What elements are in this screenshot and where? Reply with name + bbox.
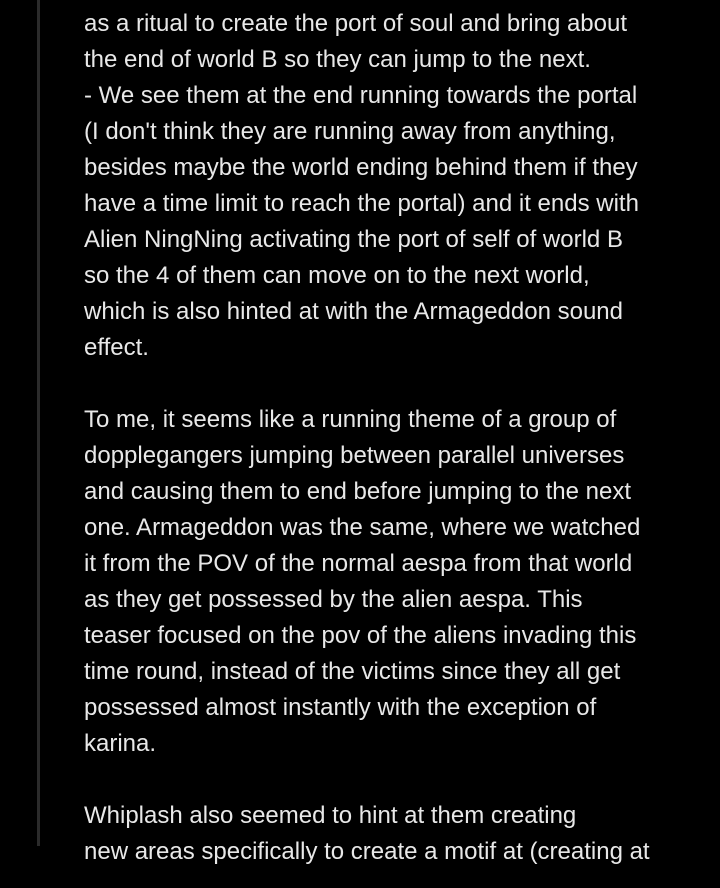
comment-line: karina.	[84, 730, 157, 757]
comment-line: possessed almost instantly with the exception of	[84, 694, 597, 721]
comment-paragraph-2	[84, 402, 684, 762]
comment-line: so the 4 of them can move on to the next world,	[84, 262, 590, 289]
comment-line: which is also hinted at with the Armageddon sound	[84, 298, 624, 325]
comment-body	[84, 6, 684, 888]
comment-line: effect.	[84, 334, 149, 361]
comment-line-cut-off: new areas specifically to create a motif at (creating at	[84, 838, 650, 865]
comment-line: and causing them to end before jumping to the next	[84, 478, 632, 505]
comment-line: besides maybe the world ending behind them if they	[84, 154, 638, 181]
comment-line: one. Armageddon was the same, where we watched	[84, 514, 641, 541]
comment-line: as a ritual to create the port of soul and bring about	[84, 10, 628, 37]
comment-line: (I don't think they are running away from anything,	[84, 118, 616, 145]
comment-line: - We see them at the end running towards the portal	[84, 82, 638, 109]
comment-line: as they get possessed by the alien aespa. This	[84, 586, 583, 613]
comment-line: teaser focused on the pov of the aliens invading this	[84, 622, 637, 649]
comment-line: Alien NingNing activating the port of self of world B	[84, 226, 623, 253]
thread-indent-line[interactable]	[37, 0, 40, 846]
comment-paragraph-1	[84, 6, 684, 366]
comment-paragraph-3	[84, 798, 684, 865]
comment-line: dopplegangers jumping between parallel universes	[84, 442, 625, 469]
comment-line: have a time limit to reach the portal) and it ends with	[84, 190, 639, 217]
comment-line: time round, instead of the victims since they all get	[84, 658, 621, 685]
comment-line: Whiplash also seemed to hint at them creating	[84, 802, 577, 829]
comment-line: it from the POV of the normal aespa from that world	[84, 550, 633, 577]
comment-line: To me, it seems like a running theme of a group of	[84, 406, 617, 433]
comment-line: the end of world B so they can jump to the next.	[84, 46, 591, 73]
